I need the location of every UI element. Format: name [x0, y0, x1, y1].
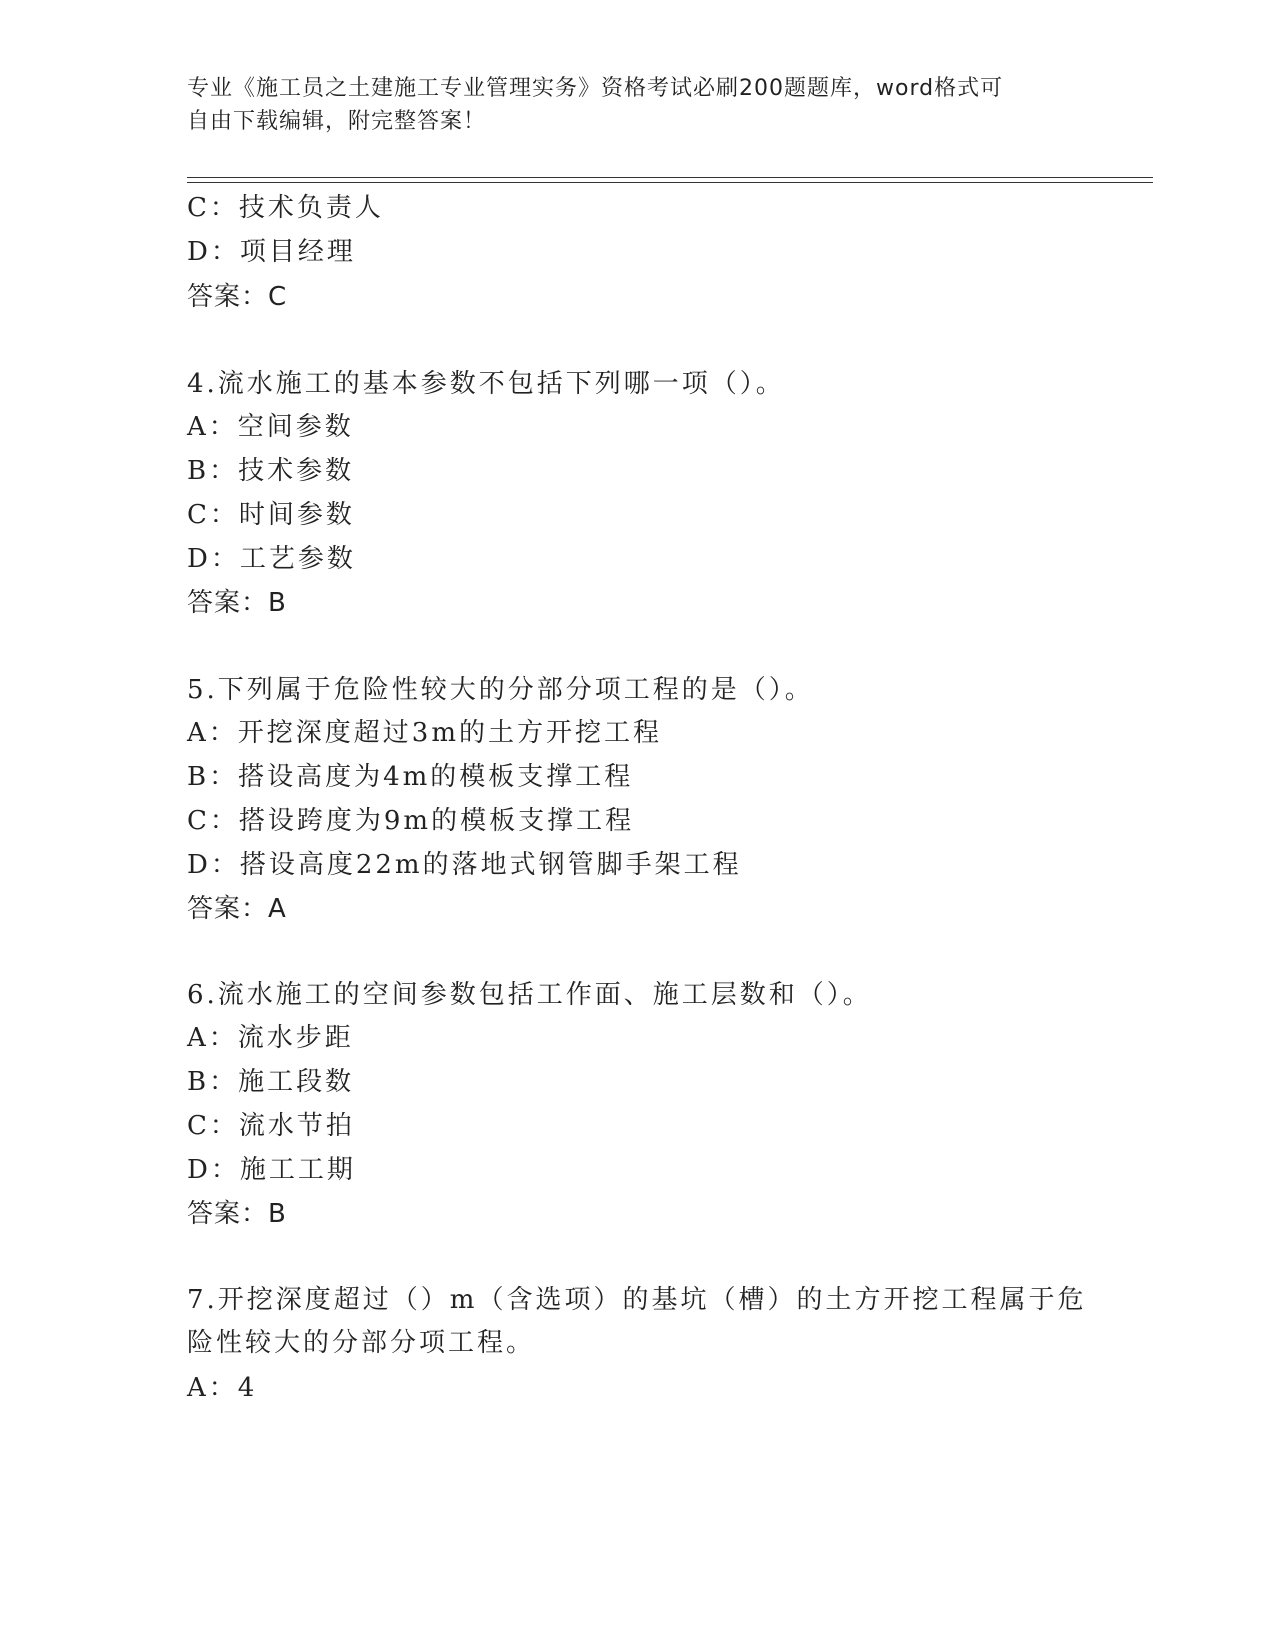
question-7-option-a: A：4: [187, 1373, 258, 1403]
header-title-line-1: 专业《施工员之土建施工专业管理实务》资格考试必刷200题题库，word格式可: [187, 76, 1004, 101]
question-4-answer: 答案：B: [187, 588, 287, 618]
question-5-stem: 5.下列属于危险性较大的分部分项工程的是（）。: [187, 675, 814, 705]
header-divider-top: [187, 177, 1153, 178]
question-7-stem-line-1: 7.开挖深度超过（）m（含选项）的基坑（槽）的土方开挖工程属于危: [187, 1285, 1087, 1315]
header-divider-bottom: [187, 182, 1153, 183]
header-title-line-2: 自由下载编辑，附完整答案！: [187, 109, 487, 134]
question-4-option-a: A：空间参数: [187, 412, 354, 442]
answer-line: 答案：C: [187, 282, 288, 312]
question-6-option-d: D：施工工期: [187, 1155, 356, 1185]
question-6-option-c: C：流水节拍: [187, 1111, 355, 1141]
question-6-answer: 答案：B: [187, 1199, 287, 1229]
question-6-stem: 6.流水施工的空间参数包括工作面、施工层数和（）。: [187, 980, 872, 1010]
question-5-option-a: A：开挖深度超过3m的土方开挖工程: [187, 718, 662, 748]
question-4-option-c: C：时间参数: [187, 500, 355, 530]
question-6-option-a: A：流水步距: [187, 1023, 354, 1053]
option-c: C：技术负责人: [187, 193, 384, 223]
question-4-option-d: D：工艺参数: [187, 544, 356, 574]
option-d: D：项目经理: [187, 237, 356, 267]
question-4-stem: 4.流水施工的基本参数不包括下列哪一项（）。: [187, 369, 785, 399]
question-5-option-d: D：搭设高度22m的落地式钢管脚手架工程: [187, 850, 742, 880]
question-4-option-b: B：技术参数: [187, 456, 355, 486]
question-5-option-c: C：搭设跨度为9m的模板支撑工程: [187, 806, 635, 836]
question-7-stem-line-2: 险性较大的分部分项工程。: [187, 1328, 536, 1358]
question-5-answer: 答案：A: [187, 894, 287, 924]
question-5-option-b: B：搭设高度为4m的模板支撑工程: [187, 762, 634, 792]
question-6-option-b: B：施工段数: [187, 1067, 355, 1097]
document-header: [187, 72, 1067, 138]
